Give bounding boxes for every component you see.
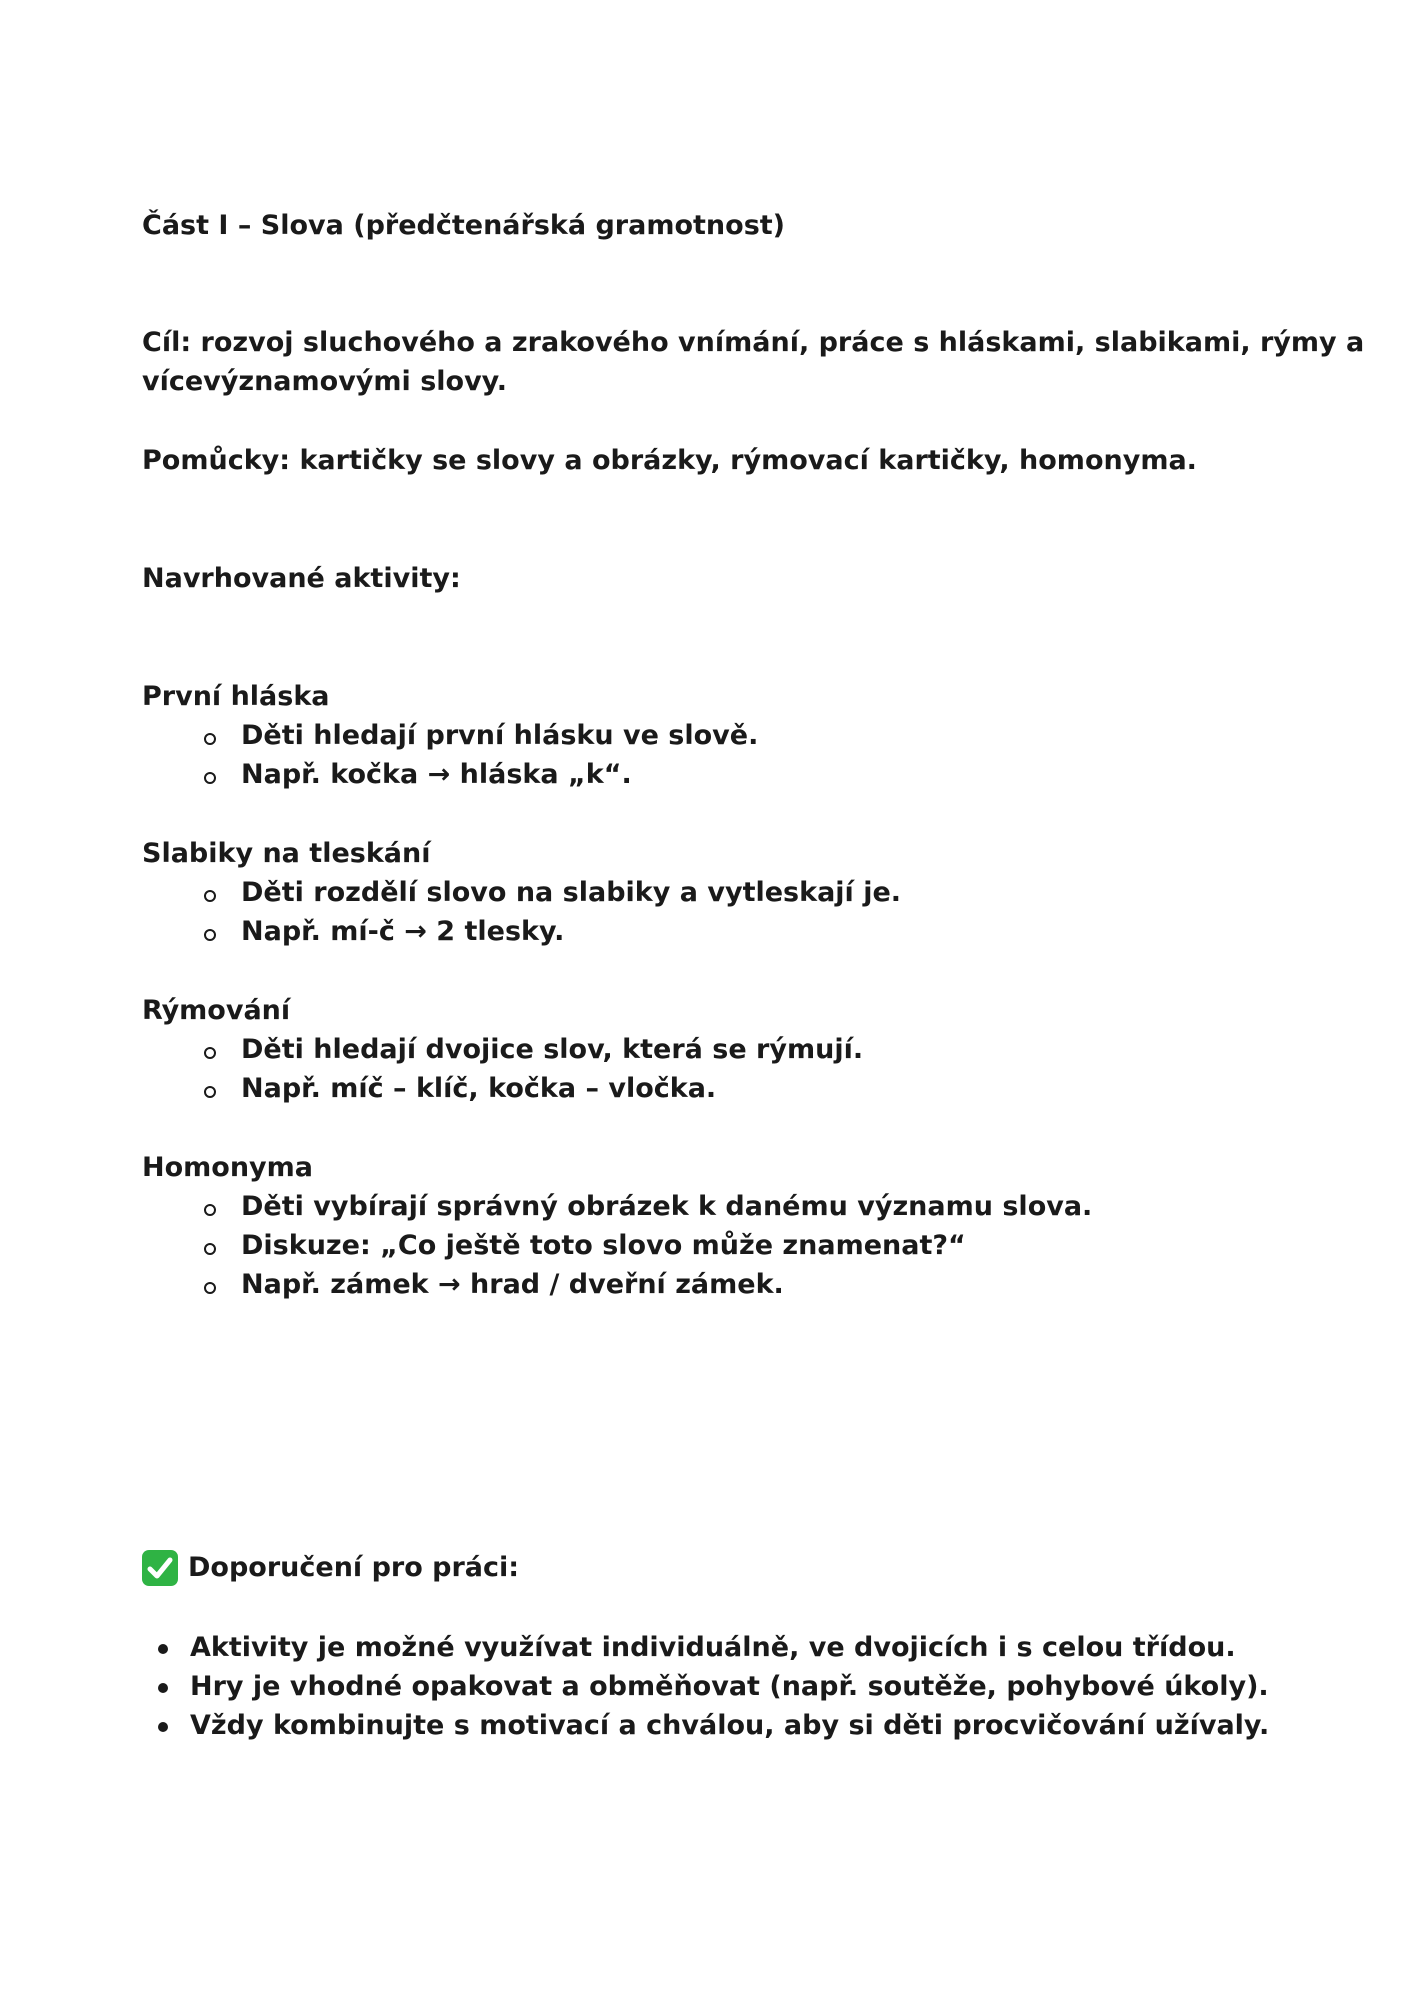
activity-title-first-sound: První hláska [142,681,330,712]
activity-item: Např. zámek → hrad / dveřní zámek. [241,1269,784,1300]
goal-text-line-1: Cíl: rozvoj sluchového a zrakového vnímání, práce s hláskami, slabikami, rýmy a [142,327,1365,358]
activity-item: Diskuze: „Co ještě toto slovo může znamenat?“ [241,1230,966,1261]
activities-heading: Navrhované aktivity: [142,563,461,594]
section-title: Část I – Slova (předčtenářská gramotnost) [142,210,786,241]
hollow-bullet-icon [204,1086,216,1098]
activity-item: Např. mí-č → 2 tlesky. [241,916,565,947]
hollow-bullet-icon [204,890,216,902]
activity-item: Např. kočka → hláska „k“. [241,759,632,790]
activity-title-rhyming: Rýmování [142,995,291,1026]
hollow-bullet-icon [204,772,216,784]
goal-text-line-2: vícevýznamovými slovy. [142,366,508,397]
recommendation-item: Vždy kombinujte s motivací a chválou, aby si děti procvičování užívaly. [190,1710,1270,1741]
hollow-bullet-icon [204,929,216,941]
aids-text: Pomůcky: kartičky se slovy a obrázky, rýmovací kartičky, homonyma. [142,445,1197,476]
hollow-bullet-icon [204,1243,216,1255]
recommendation-item: Aktivity je možné využívat individuálně, ve dvojicích i s celou třídou. [190,1632,1236,1663]
activity-item: Děti hledají první hlásku ve slově. [241,720,759,751]
hollow-bullet-icon [204,1204,216,1216]
hollow-bullet-icon [204,733,216,745]
hollow-bullet-icon [204,1282,216,1294]
activity-title-homonyms: Homonyma [142,1152,314,1183]
activity-title-syllables: Slabiky na tleskání [142,838,431,869]
filled-bullet-icon [158,1722,168,1732]
activity-item: Děti vybírají správný obrázek k danému významu slova. [241,1191,1093,1222]
recommendations-heading: Doporučení pro práci: [188,1552,520,1583]
hollow-bullet-icon [204,1047,216,1059]
activity-item: Děti rozdělí slovo na slabiky a vytleskají je. [241,877,902,908]
recommendation-item: Hry je vhodné opakovat a obměňovat (např. soutěže, pohybové úkoly). [190,1671,1269,1702]
filled-bullet-icon [158,1644,168,1654]
check-mark-icon [142,1550,178,1586]
activity-item: Děti hledají dvojice slov, která se rýmují. [241,1034,864,1065]
activity-item: Např. míč – klíč, kočka – vločka. [241,1073,717,1104]
filled-bullet-icon [158,1683,168,1693]
